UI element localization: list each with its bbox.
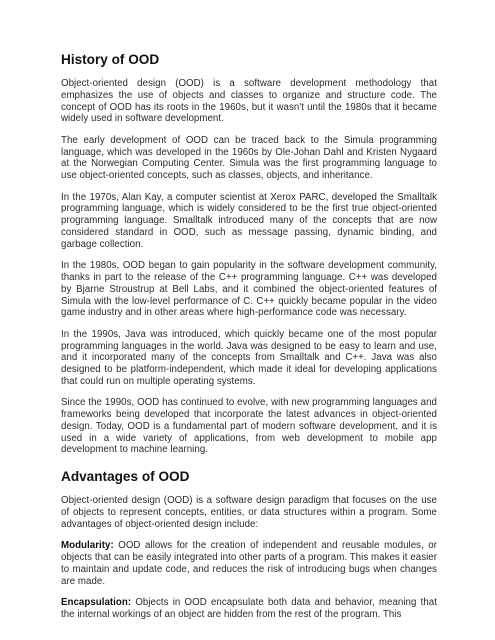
section-heading-history: History of OOD (61, 52, 160, 67)
section-heading-advantages: Advantages of OOD (61, 469, 190, 485)
paragraph: Since the 1990s, OOD has continued to evolve, with new programming languages and frameworks being developed that incorporate the latest advances in object-oriented design. Today, OOD is a fundamental part of modern software development, and it is used in a wide variety of applications, from web development to mobile app development to machine learning. (61, 397, 437, 456)
paragraph: The early development of OOD can be traced back to the Simula programming language, which was developed in the 1960s by Ole-Johan Dahl and Kristen Nygaard at the Norwegian Computing Center. Simula was the first programming language to use object-oriented concepts, such as classes, objects, and inheritance. (61, 134, 437, 182)
paragraph: Object-oriented design (OOD) is a software design paradigm that focuses on the use of objects to represent concepts, entities, or data structures within a program. Some advantages of object-oriented design include: (61, 495, 437, 530)
advantage-term: Modularity: (61, 540, 114, 552)
paragraph: Object-oriented design (OOD) is a software development methodology that emphasizes the use of objects and classes to organize and structure code. The concept of OOD has its roots in the 1960s, but it wasn't until the 1980s that it became widely used in software development. (61, 78, 437, 125)
advantage-item (61, 540, 437, 587)
paragraph: In the 1980s, OOD began to gain popularity in the software development community, thanks in part to the release of the C++ programming language. C++ was developed by Bjarne Stroustrup at Bell Labs, and it combined the object-oriented features of Simula with the low-level performance of C. C++ quickly became popular in the video game industry and in other areas where high-performance code was necessary. (61, 260, 437, 319)
advantage-term: Encapsulation: (61, 597, 132, 609)
advantage-text: OOD allows for the creation of independent and reusable modules, or objects that can be easily integrated into other parts of a program. This makes it easier to maintain and update code, and reduces the risk of introducing bugs when changes are made. (61, 540, 437, 587)
advantage-item (61, 597, 437, 621)
paragraph: In the 1970s, Alan Kay, a computer scientist at Xerox PARC, developed the Smalltalk programming language, which is widely considered to be the first true object-oriented programming language. Smalltalk introduced many of the concepts that are now considered standard in OOD, such as message passing, dynamic binding, and garbage collection. (61, 191, 437, 250)
document-page (61, 52, 437, 630)
paragraph: In the 1990s, Java was introduced, which quickly became one of the most popular programming languages in the world. Java was designed to be easy to learn and use, and it incorporated many of the concepts from Smalltalk and C++. Java was also designed to be platform-independent, which made it ideal for developing applications that could run on multiple operating systems. (61, 328, 437, 387)
advantage-text: Objects in OOD encapsulate both data and behavior, meaning that the internal workings of an object are hidden from the rest of the program. This (61, 597, 437, 620)
